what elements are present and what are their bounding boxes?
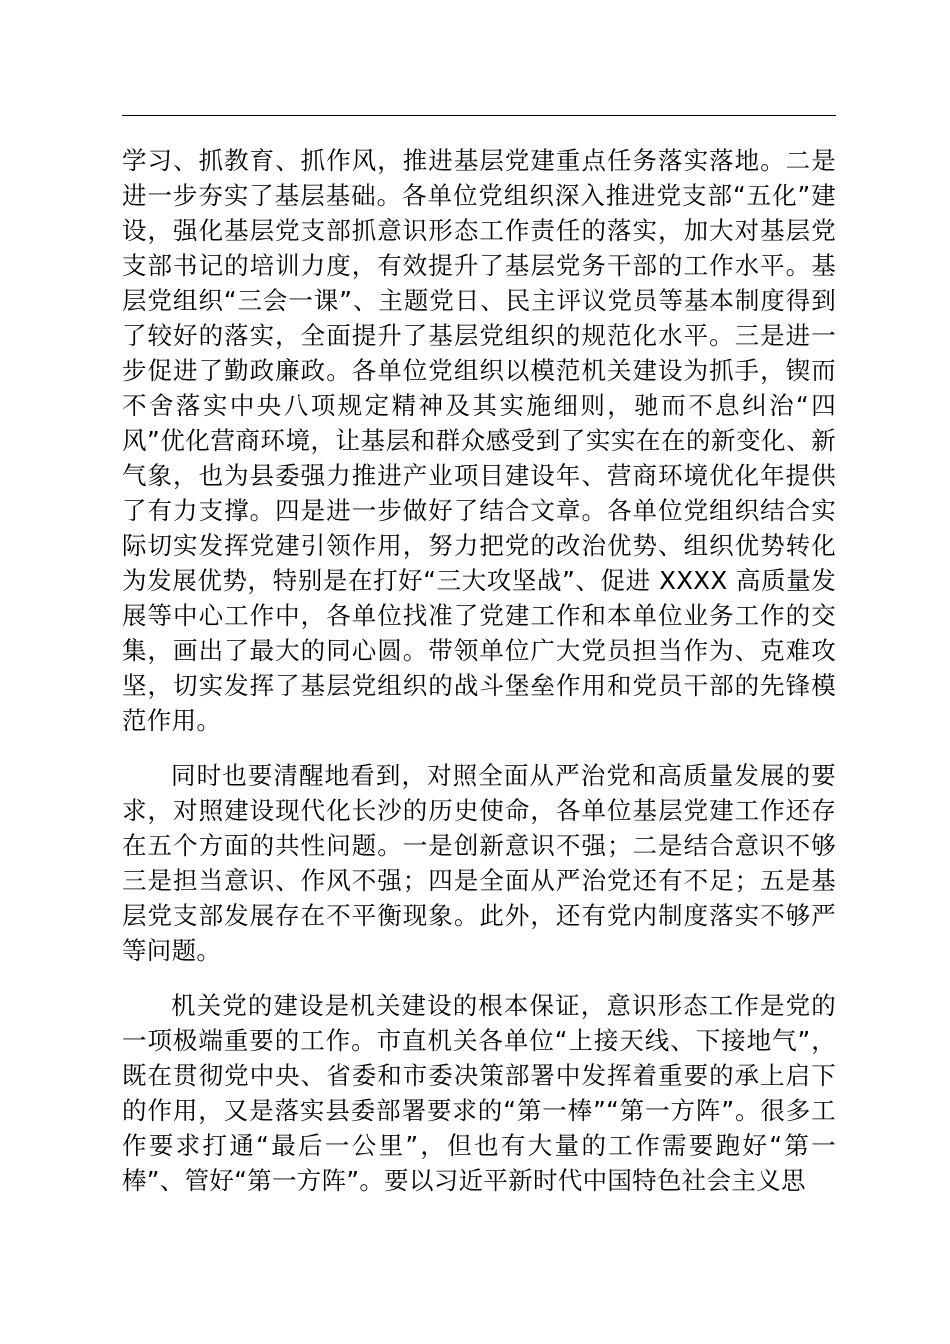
header-rule <box>122 115 836 116</box>
paragraph-3: 机关党的建设是机关建设的根本保证，意识形态工作是党的一项极端重要的工作。市直机关各单位“上接天线、下接地气”，既在贯彻党中央、省委和市委决策部署中发挥着重要的承上启下的作用，又是落实县委部署要求的“第一棒”“第一方阵”。很多工作要求打通“最后一公里”，但也有大量的工作需要跑好“第一棒”、管好“第一方阵”。要以习近平新时代中国特色社会主义思 <box>122 991 836 1195</box>
document-body <box>122 143 836 1198</box>
paragraph-1: 学习、抓教育、抓作风，推进基层党建重点任务落实落地。二是进一步夯实了基层基础。各单位党组织深入推进党支部“五化”建设，强化基层党支部抓意识形态工作责任的落实，加大对基层党支部书记的培训力度，有效提升了基层党务干部的工作水平。基层党组织“三会一课”、主题党日、民主评议党员等基本制度得到了较好的落实，全面提升了基层党组织的规范化水平。三是进一步促进了勤政廉政。各单位党组织以模范机关建设为抓手，锲而不舍落实中央八项规定精神及其实施细则，驰而不息纠治“四风”优化营商环境，让基层和群众感受到了实实在在的新变化、新气象，也为县委强力推进产业项目建设年、营商环境优化年提供了有力支撑。四是进一步做好了结合文章。各单位党组织结合实际切实发挥党建引领作用，努力把党的改治优势、组织优势转化为发展优势，特别是在打好“三大攻坚战”、促进 XXXX 高质量发展等中心工作中，各单位找准了党建工作和本单位业务工作的交集，画出了最大的同心圆。带领单位广大党员担当作为、克难攻坚，切实发挥了基层党组织的战斗堡垒作用和党员干部的先锋模范作用。 <box>122 146 836 735</box>
paragraph-2: 同时也要清醒地看到，对照全面从严治党和高质量发展的要求，对照建设现代化长沙的历史使命，各单位基层党建工作还存在五个方面的共性问题。一是创新意识不强；二是结合意识不够三是担当意识、作风不强；四是全面从严治党还有不足；五是基层党支部发展存在不平衡现象。此外，还有党内制度落实不够严等问题。 <box>122 761 836 965</box>
